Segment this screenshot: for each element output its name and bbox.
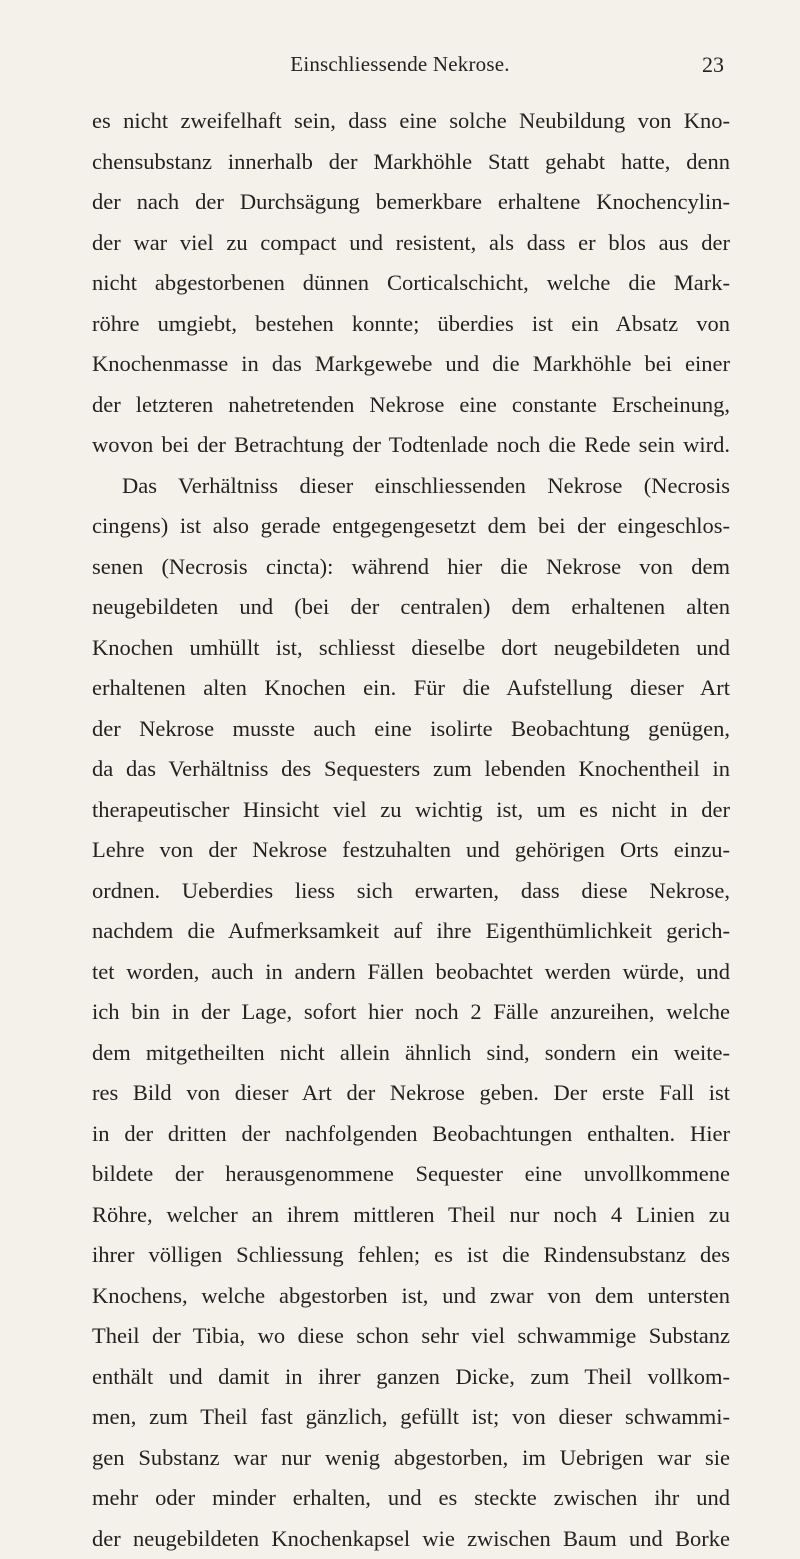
text-line: Theil der Tibia, wo diese schon sehr viel schwammige Substanz bbox=[92, 1316, 730, 1357]
running-head: Einschliessende Nekrose. bbox=[0, 52, 800, 77]
text-line: wovon bei der Betrachtung der Todtenlade noch die Rede sein wird. bbox=[92, 425, 730, 466]
text-line: röhre umgiebt, bestehen konnte; überdies ist ein Absatz von bbox=[92, 304, 730, 345]
text-line: dem mitgetheilten nicht allein ähnlich sind, sondern ein weite- bbox=[92, 1033, 730, 1074]
text-line: Knochenmasse in das Markgewebe und die Markhöhle bei einer bbox=[92, 344, 730, 385]
text-line: nicht abgestorbenen dünnen Corticalschicht, welche die Mark- bbox=[92, 263, 730, 304]
text-line: neugebildeten und (bei der centralen) dem erhaltenen alten bbox=[92, 587, 730, 628]
text-line: enthält und damit in ihrer ganzen Dicke, zum Theil vollkom- bbox=[92, 1357, 730, 1398]
text-line: gen Substanz war nur wenig abgestorben, im Uebrigen war sie bbox=[92, 1438, 730, 1479]
text-line: tet worden, auch in andern Fällen beobachtet werden würde, und bbox=[92, 952, 730, 993]
text-line: der letzteren nahetretenden Nekrose eine constante Erscheinung, bbox=[92, 385, 730, 426]
text-line: Röhre, welcher an ihrem mittleren Theil nur noch 4 Linien zu bbox=[92, 1195, 730, 1236]
text-line: der nach der Durchsägung bemerkbare erhaltene Knochencylin- bbox=[92, 182, 730, 223]
text-line: nachdem die Aufmerksamkeit auf ihre Eigenthümlichkeit gerich- bbox=[92, 911, 730, 952]
text-line: res Bild von dieser Art der Nekrose geben. Der erste Fall ist bbox=[92, 1073, 730, 1114]
text-line: es nicht zweifelhaft sein, dass eine solche Neubildung von Kno- bbox=[92, 101, 730, 142]
text-line: erhaltenen alten Knochen ein. Für die Aufstellung dieser Art bbox=[92, 668, 730, 709]
text-line: Knochen umhüllt ist, schliesst dieselbe dort neugebildeten und bbox=[92, 628, 730, 669]
text-line: therapeutischer Hinsicht viel zu wichtig ist, um es nicht in der bbox=[92, 790, 730, 831]
text-line: ich bin in der Lage, sofort hier noch 2 Fälle anzureihen, welche bbox=[92, 992, 730, 1033]
text-line: da das Verhältniss des Sequesters zum lebenden Knochentheil in bbox=[92, 749, 730, 790]
text-line: Das Verhältniss dieser einschliessenden Nekrose (Necrosis bbox=[92, 466, 730, 507]
page-number: 23 bbox=[702, 52, 724, 78]
text-line: ordnen. Ueberdies liess sich erwarten, dass diese Nekrose, bbox=[92, 871, 730, 912]
text-line: mehr oder minder erhalten, und es steckte zwischen ihr und bbox=[92, 1478, 730, 1519]
text-line: der Nekrose musste auch eine isolirte Beobachtung genügen, bbox=[92, 709, 730, 750]
text-line: senen (Necrosis cincta): während hier die Nekrose von dem bbox=[92, 547, 730, 588]
page-header bbox=[0, 52, 800, 82]
text-line: men, zum Theil fast gänzlich, gefüllt ist; von dieser schwammi- bbox=[92, 1397, 730, 1438]
text-line: ihrer völligen Schliessung fehlen; es ist die Rindensubstanz des bbox=[92, 1235, 730, 1276]
text-line: cingens) ist also gerade entgegengesetzt dem bei der eingeschlos- bbox=[92, 506, 730, 547]
text-line: bildete der herausgenommene Sequester eine unvollkommene bbox=[92, 1154, 730, 1195]
text-line: chensubstanz innerhalb der Markhöhle Statt gehabt hatte, denn bbox=[92, 142, 730, 183]
text-line: in der dritten der nachfolgenden Beobachtungen enthalten. Hier bbox=[92, 1114, 730, 1155]
text-line: der neugebildeten Knochenkapsel wie zwischen Baum und Borke bbox=[92, 1519, 730, 1559]
body-text bbox=[92, 101, 730, 1559]
text-line: Lehre von der Nekrose festzuhalten und gehörigen Orts einzu- bbox=[92, 830, 730, 871]
text-line: der war viel zu compact und resistent, als dass er blos aus der bbox=[92, 223, 730, 264]
text-line: Knochens, welche abgestorben ist, und zwar von dem untersten bbox=[92, 1276, 730, 1317]
